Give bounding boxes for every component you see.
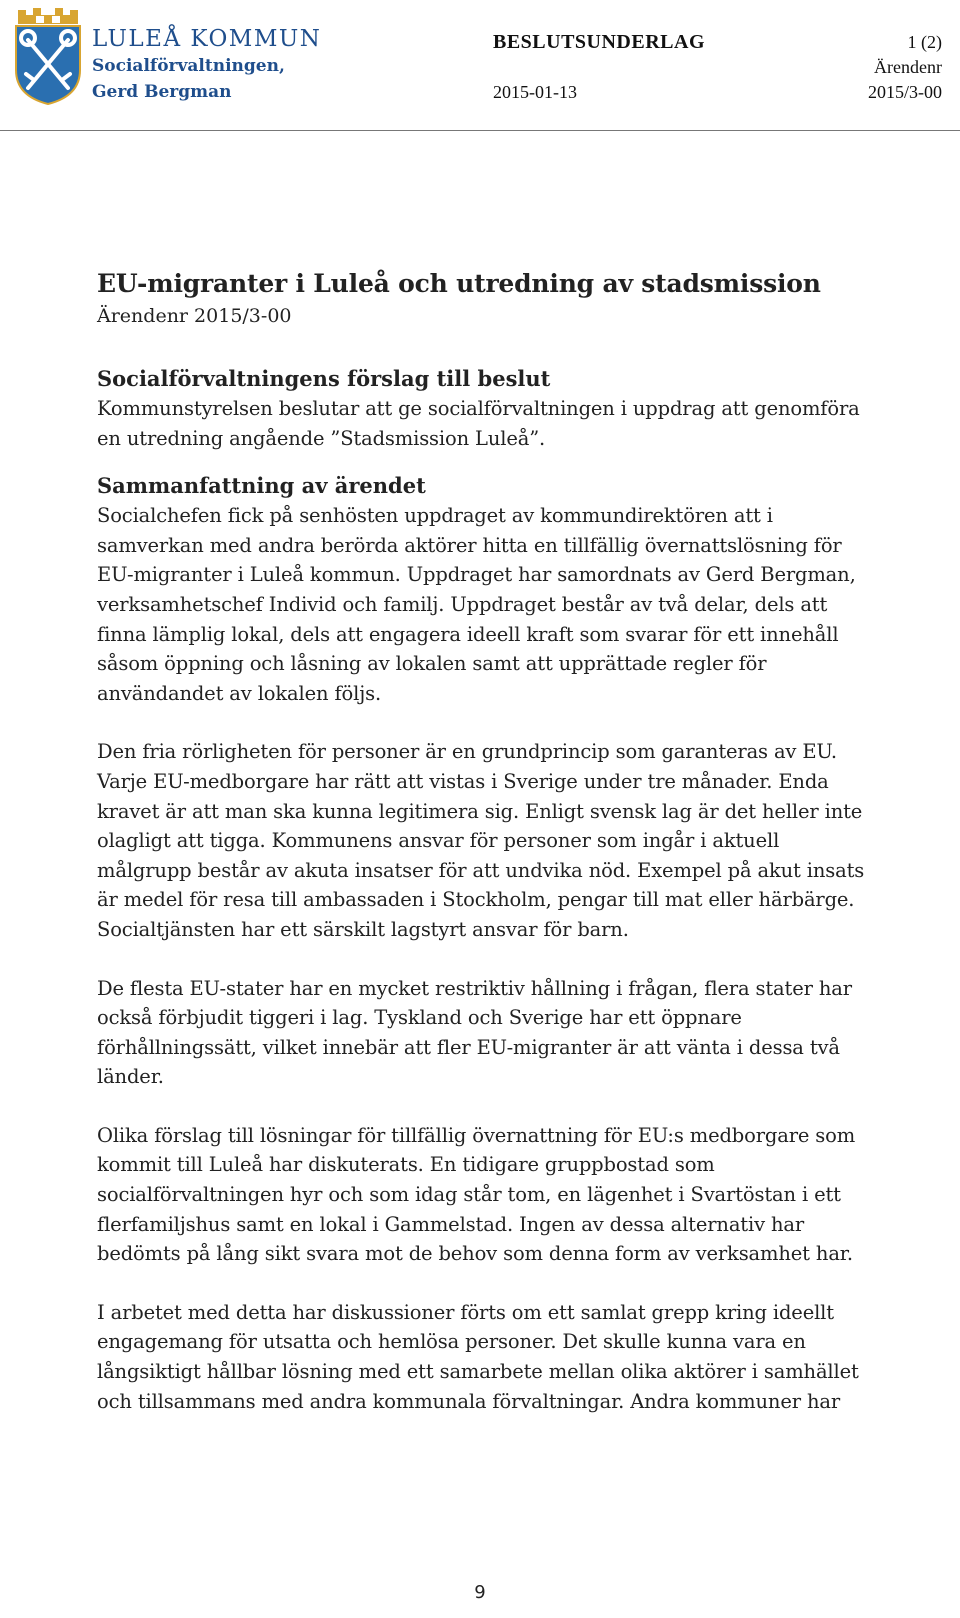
page-indicator: 1 (2) bbox=[907, 32, 942, 52]
case-reference: Ärendenr 2015/3-00 bbox=[97, 305, 292, 327]
section-proposal bbox=[97, 364, 877, 453]
city-crest-keys-icon bbox=[12, 6, 84, 106]
paragraph: I arbetet med detta har diskussioner förts om ett samlat grepp kring ideellt engagemang för utsatta och hemlösa personer. Det skulle kunna vara en långsiktigt hållbar lösning med ett samarbete mellan olika aktörer i samhället och tillsammans med andra kommunala förvaltningar. Andra kommuner har bbox=[97, 1300, 859, 1413]
paragraph: De flesta EU-stater har en mycket restriktiv hållning i frågan, flera stater har också förbjudit tiggeri i lag. Tyskland och Sverige har ett öppnare förhållningssätt, vilket innebär att fler EU-migranter är att vänta i dessa två länder. bbox=[97, 976, 852, 1089]
document-body bbox=[97, 268, 877, 1416]
document-type: BESLUTSUNDERLAG bbox=[493, 31, 706, 53]
document-date: 2015-01-13 bbox=[493, 82, 577, 102]
section-summary bbox=[97, 471, 877, 1416]
paragraph: Den fria rörligheten för personer är en grundprincip som garanteras av EU. Varje EU-medborgare har rätt att vistas i Sverige under tre månader. Enda kravet är att man ska kunna legitimera sig. Enligt svensk lag är det heller inte olagligt att tigga. Kommunens ansvar för personer som ingår i aktuell målgrupp består av akuta insatser för att undvika nöd. Exempel på akut insats är medel för resa till ambassaden i Stockholm, pengar till mat eller härbärge. Socialtjänsten har ett särskilt lagstyrt ansvar för barn. bbox=[97, 740, 865, 941]
document-header bbox=[0, 0, 960, 132]
case-number: 2015/3-00 bbox=[868, 82, 942, 102]
paragraph: Olika förslag till lösningar för tillfällig övernattning för EU:s medborgare som kommit till Luleå har diskuterats. En tidigare gruppbostad som socialförvaltningen hyr och som idag står tom, en lägenhet i Svartöstan i ett flerfamiljshus samt en lokal i Gammelstad. Ingen av dessa alternativ har bedömts på lång sikt svara mot de behov som denna form av verksamhet har. bbox=[97, 1123, 856, 1266]
organization-person: Gerd Bergman bbox=[92, 82, 232, 102]
document-title: EU-migranter i Luleå och utredning av stadsmission bbox=[97, 269, 821, 298]
organization-department: Socialförvaltningen, bbox=[92, 56, 285, 76]
organization-name: LULEÅ KOMMUN bbox=[92, 26, 322, 52]
section-heading: Socialförvaltningens förslag till beslut bbox=[97, 366, 551, 391]
paragraph: Kommunstyrelsen beslutar att ge socialförvaltningen i uppdrag att genomföra en utredning angående ”Stadsmission Luleå”. bbox=[97, 397, 860, 450]
page-number: 9 bbox=[474, 1582, 486, 1603]
section-heading: Sammanfattning av ärendet bbox=[97, 473, 426, 499]
header-divider bbox=[0, 130, 960, 131]
case-number-label: Ärendenr bbox=[874, 57, 942, 77]
paragraph: Socialchefen fick på senhösten uppdraget av kommundirektören att i samverkan med andra berörda aktörer hitta en tillfällig övernattslösning för EU-migranter i Luleå kommun. Uppdraget har samordnats av Gerd Bergman, verksamhetschef Individ och familj. Uppdraget består av två delar, dels att finna lämplig lokal, dels att engagera ideell kraft som svarar för ett innehåll såsom öppning och låsning av lokalen samt att upprättade regler för användandet av lokalen följs. bbox=[97, 504, 856, 705]
